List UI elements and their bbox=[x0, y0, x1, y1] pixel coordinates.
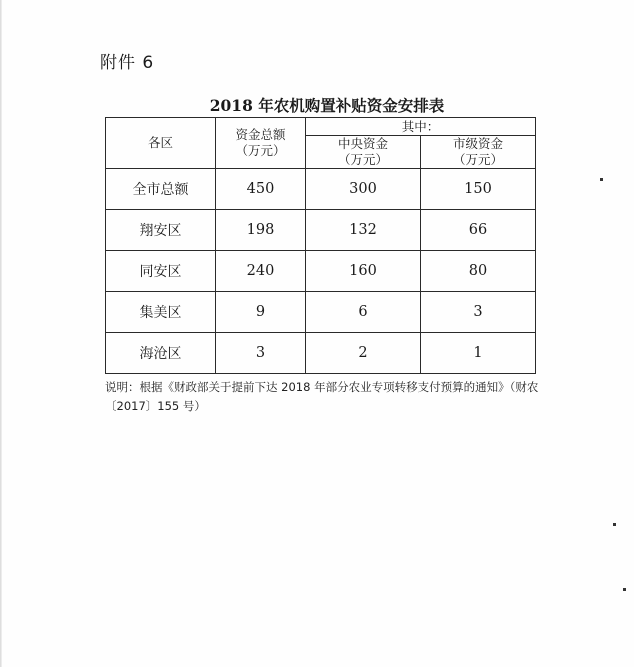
cell-central: 160 bbox=[306, 251, 421, 292]
cell-municipal: 3 bbox=[421, 292, 536, 333]
header-total-text: 资金总额 （万元） bbox=[235, 127, 286, 158]
cell-region: 同安区 bbox=[106, 251, 216, 292]
scan-mark bbox=[600, 178, 603, 181]
scan-mark bbox=[613, 523, 616, 526]
scan-mark bbox=[623, 588, 626, 591]
cell-municipal: 80 bbox=[421, 251, 536, 292]
cell-total: 3 bbox=[216, 333, 306, 374]
cell-municipal: 66 bbox=[421, 210, 536, 251]
table-row bbox=[106, 210, 536, 251]
header-central-text: 中央资金 （万元） bbox=[337, 136, 388, 167]
footnote: 说明：根据《财政部关于提前下达 2018 年部分农业专项转移支付预算的通知》（财农〔2017〕155 号） bbox=[105, 380, 539, 413]
table-row bbox=[106, 169, 536, 210]
cell-total: 240 bbox=[216, 251, 306, 292]
table-row bbox=[106, 333, 536, 374]
table-row bbox=[106, 251, 536, 292]
cell-total: 198 bbox=[216, 210, 306, 251]
table-title: 2018 年农机购置补贴资金安排表 bbox=[209, 96, 445, 115]
header-central bbox=[306, 136, 421, 169]
attachment-label: 附件 6 bbox=[100, 53, 155, 73]
header-municipal bbox=[421, 136, 536, 169]
table-row bbox=[106, 292, 536, 333]
cell-region: 翔安区 bbox=[106, 210, 216, 251]
header-total bbox=[216, 118, 306, 169]
cell-central: 2 bbox=[306, 333, 421, 374]
cell-region: 海沧区 bbox=[106, 333, 216, 374]
cell-total: 450 bbox=[216, 169, 306, 210]
cell-municipal: 150 bbox=[421, 169, 536, 210]
header-region: 各区 bbox=[106, 118, 216, 169]
allocation-table bbox=[105, 117, 536, 374]
header-municipal-text: 市级资金 （万元） bbox=[453, 136, 504, 167]
cell-central: 6 bbox=[306, 292, 421, 333]
header-among: 其中： bbox=[306, 118, 536, 136]
cell-region: 全市总额 bbox=[106, 169, 216, 210]
cell-central: 300 bbox=[306, 169, 421, 210]
cell-central: 132 bbox=[306, 210, 421, 251]
cell-total: 9 bbox=[216, 292, 306, 333]
cell-municipal: 1 bbox=[421, 333, 536, 374]
cell-region: 集美区 bbox=[106, 292, 216, 333]
